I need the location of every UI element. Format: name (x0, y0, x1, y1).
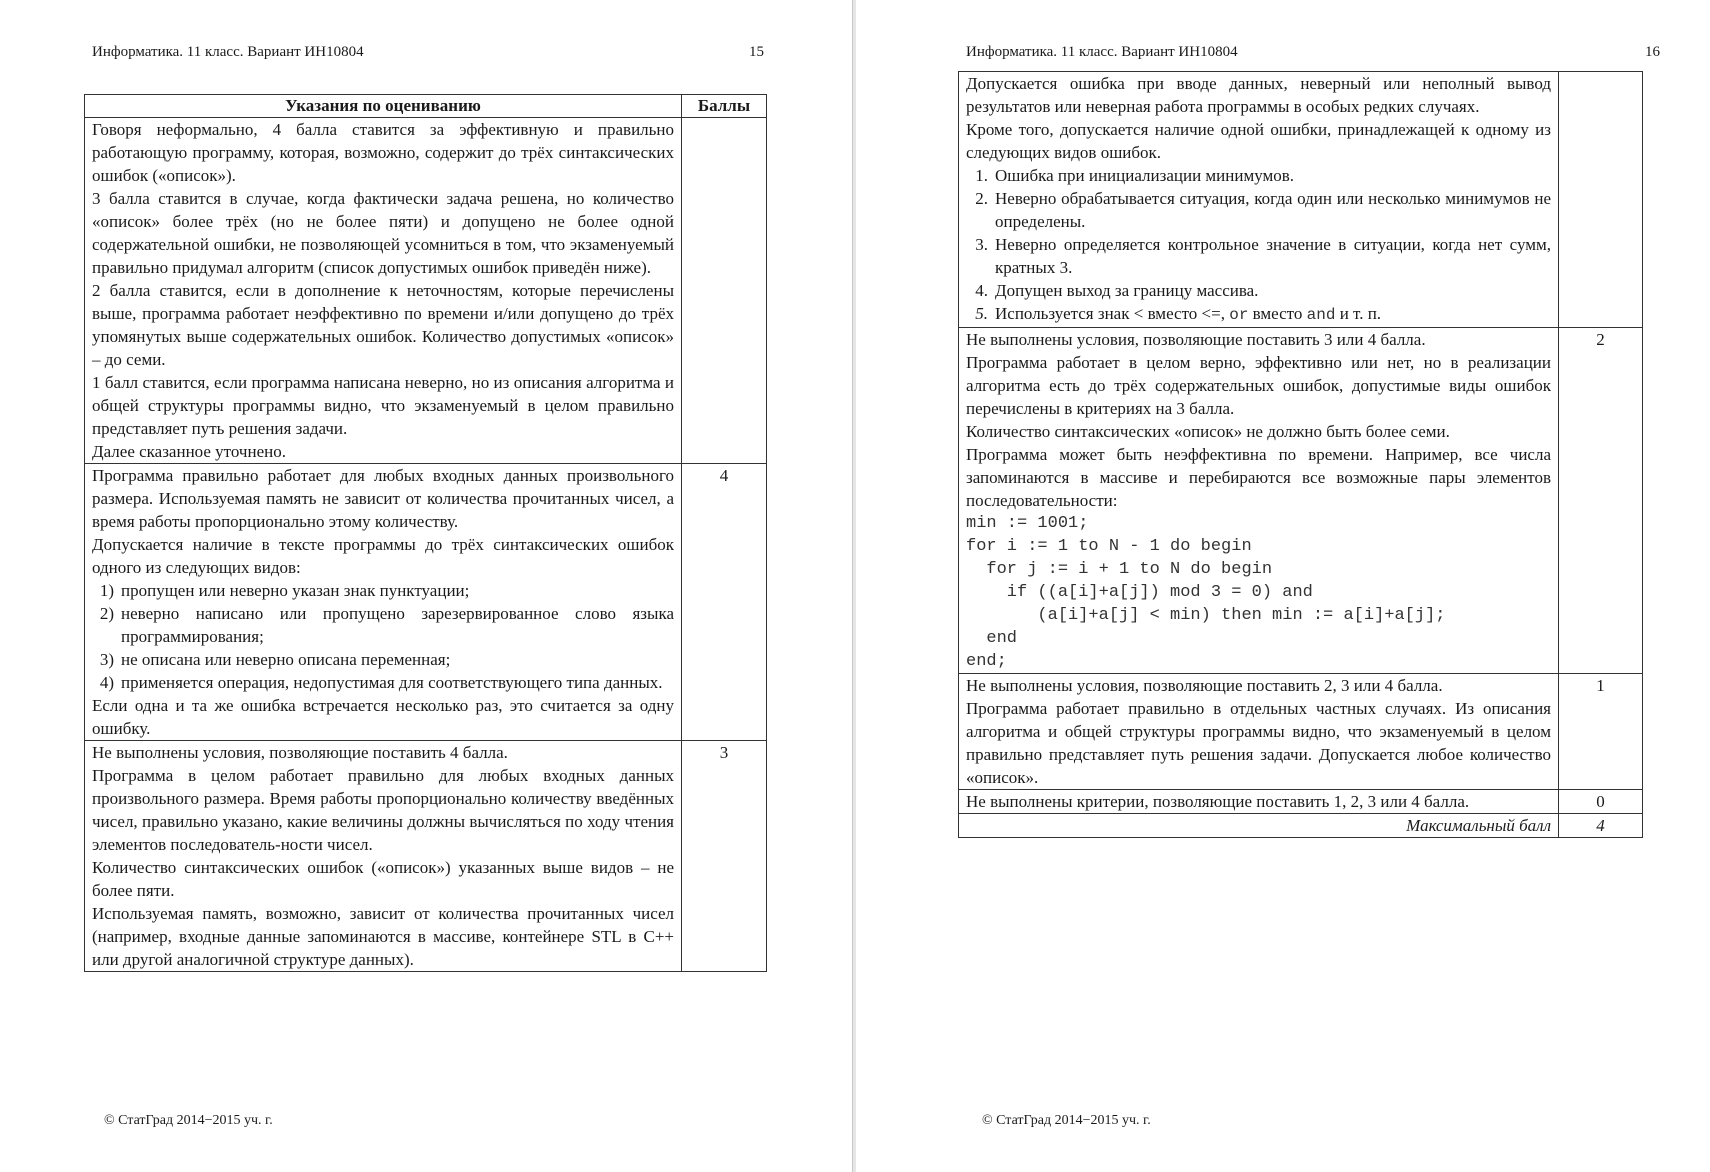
list-item (966, 164, 1551, 187)
table-row-4-points (85, 464, 767, 741)
criteria-cell (959, 674, 1559, 790)
criteria-paragraph: Допускается ошибка при вводе данных, неверный или неполный вывод результатов или неверная работа программы в особых редких случаях. (966, 74, 1551, 116)
list-item-number: 2. (975, 189, 988, 208)
criteria-paragraph: Программа работает в целом верно, эффективно или нет, но в реализации алгоритма есть до трёх содержательных ошибок, допустимые виды ошибок перечислены в критериях на 3 балла. (966, 353, 1551, 418)
list-item-text-part: Используется знак < вместо <=, (995, 304, 1230, 323)
list-item-number: 2) (99, 604, 114, 623)
table-row-intro (85, 118, 767, 464)
max-score-value: 4 (1559, 814, 1643, 838)
list-item-text: не описана или неверно описана переменная; (121, 650, 451, 669)
list-item-number: 3. (975, 235, 988, 254)
page-header (92, 44, 764, 61)
table-header-row (85, 95, 767, 118)
code-example: min := 1001; for i := 1 to N - 1 do begin for j := i + 1 to N do begin if ((a[i]+a[j]) mod 3 = 0) and (a[i]+a[j] < min) then min := a[i]+a[j]; end end; (966, 514, 1446, 671)
table-row-3-points-continued (959, 72, 1643, 328)
criteria-paragraph: Количество синтаксических ошибок («описок») указанных выше видов – не более пяти. (92, 858, 674, 900)
list-item-text-part: и т. п. (1335, 304, 1382, 323)
intro-paragraph: 2 балла ставится, если в дополнение к неточностям, которые перечислены выше, программа работает неэффективно по времени и/или допущено до трёх упомянутых выше содержательных ошибок. Количество допустимых «описок» – до семи. (92, 281, 674, 369)
list-item (92, 671, 674, 694)
list-item-number: 5. (975, 304, 988, 323)
list-item-text: Неверно определяется контрольное значение в ситуации, когда нет сумм, кратных 3. (995, 235, 1551, 277)
page-number: 15 (749, 44, 764, 60)
points-cell (1559, 72, 1643, 328)
points-cell: 4 (682, 464, 767, 741)
page-16 (856, 0, 1710, 1172)
criteria-cell (85, 118, 682, 464)
criteria-paragraph: Кроме того, допускается наличие одной ошибки, принадлежащей к одному из следующих видов ошибок. (966, 120, 1551, 162)
header-title: Информатика. 11 класс. Вариант ИН10804 (92, 44, 364, 60)
criteria-paragraph: Не выполнены условия, позволяющие поставить 4 балла. (92, 743, 508, 762)
list-item (966, 279, 1551, 302)
inline-code: and (1306, 306, 1336, 324)
list-item (966, 233, 1551, 279)
points-cell: 3 (682, 741, 767, 972)
intro-paragraph: 3 балла ставится в случае, когда фактически задача решена, но количество «описок» более трёх (но не более пяти) и допущено не более одной содержательной ошибки, не позволяющей усомниться в том, что экзаменуемый правильно придумал алгоритм (список допустимых ошибок приведён ниже). (92, 189, 674, 277)
list-item-text-part: вместо (1248, 304, 1307, 323)
criteria-paragraph: Не выполнены критерии, позволяющие поставить 1, 2, 3 или 4 балла. (966, 792, 1470, 811)
list-item (92, 602, 674, 648)
intro-paragraph: Говоря неформально, 4 балла ставится за эффективную и правильно работающую программу, которая, возможно, содержит до трёх синтаксических ошибок («описок»). (92, 120, 674, 185)
criteria-paragraph: Программа в целом работает правильно для любых входных данных произвольного размера. Время работы пропорционально количеству введённых чисел, правильно указано, какие величины должны вычисляться по ходу чтения элементов последователь-ности чисел. (92, 766, 674, 854)
criteria-paragraph: Программа может быть неэффективна по времени. Например, все числа запоминаются в массиве и перебираются все возможные пары элементов последовательности: (966, 445, 1551, 510)
points-cell: 2 (1559, 328, 1643, 674)
points-cell (682, 118, 767, 464)
list-item (966, 187, 1551, 233)
column-header-criteria: Указания по оцениванию (85, 95, 682, 118)
list-item-text: Допущен выход за границу массива. (995, 281, 1259, 300)
list-item-text: пропущен или неверно указан знак пунктуации; (121, 581, 470, 600)
list-item-text: Неверно обрабатывается ситуация, когда один или несколько минимумов не определены. (995, 189, 1551, 231)
page-footer: © СтатГрад 2014−2015 уч. г. (982, 1113, 1151, 1128)
criteria-cell (959, 790, 1559, 814)
list-item (966, 302, 1551, 327)
criteria-cell (959, 328, 1559, 674)
list-item-text: применяется операция, недопустимая для соответствующего типа данных. (121, 673, 663, 692)
points-cell: 0 (1559, 790, 1643, 814)
table-row-0-points (959, 790, 1643, 814)
list-item (92, 648, 674, 671)
criteria-paragraph: Не выполнены условия, позволяющие поставить 3 или 4 балла. (966, 330, 1426, 349)
list-item-text: Ошибка при инициализации минимумов. (995, 166, 1295, 185)
points-cell: 1 (1559, 674, 1643, 790)
criteria-cell (85, 464, 682, 741)
table-row-3-points (85, 741, 767, 972)
page-header (966, 44, 1660, 61)
criteria-paragraph: Если одна и та же ошибка встречается несколько раз, это считается за одну ошибку. (92, 696, 674, 738)
grading-table (84, 94, 767, 972)
error-types-list (92, 579, 674, 694)
inline-code: or (1229, 306, 1249, 324)
list-item-text (995, 302, 1551, 327)
column-header-points: Баллы (682, 95, 767, 118)
list-item (92, 579, 674, 602)
table-row-1-point (959, 674, 1643, 790)
grading-table-continued (958, 71, 1643, 838)
list-item-number: 1) (99, 581, 114, 600)
list-item-number: 4) (99, 673, 114, 692)
list-item-text: неверно написано или пропущено зарезервированное слово языка программирования; (121, 604, 674, 646)
list-item-number: 4. (975, 281, 988, 300)
criteria-cell (85, 741, 682, 972)
criteria-paragraph: Программа правильно работает для любых входных данных произвольного размера. Используемая память не зависит от количества прочитанных чисел, а время работы пропорционально этому количеству. (92, 466, 674, 531)
criteria-cell (959, 72, 1559, 328)
list-item-number: 1. (975, 166, 988, 185)
max-score-label: Максимальный балл (959, 814, 1559, 838)
intro-paragraph: 1 балл ставится, если программа написана неверно, но из описания алгоритма и общей структуры программы видно, что экзаменуемый в целом правильно представляет путь решения задачи. (92, 373, 674, 438)
list-item-number: 3) (99, 650, 114, 669)
header-title: Информатика. 11 класс. Вариант ИН10804 (966, 44, 1238, 60)
error-types-list (966, 164, 1551, 327)
criteria-paragraph: Используемая память, возможно, зависит от количества прочитанных чисел (например, входные данные запоминаются в массиве, контейнере STL в C++ или другой аналогичной структуре данных). (92, 904, 674, 969)
criteria-paragraph: Не выполнены условия, позволяющие поставить 2, 3 или 4 балла. (966, 676, 1443, 695)
page-footer: © СтатГрад 2014−2015 уч. г. (104, 1113, 273, 1128)
criteria-paragraph: Количество синтаксических «описок» не должно быть более семи. (966, 422, 1450, 441)
criteria-paragraph: Программа работает правильно в отдельных частных случаях. Из описания алгоритма и общей структуры программы видно, что экзаменуемый в целом правильно представляет путь решения задачи. Допускается любое количество «описок». (966, 699, 1551, 787)
intro-paragraph: Далее сказанное уточнено. (92, 442, 286, 461)
table-row-2-points (959, 328, 1643, 674)
table-row-max-score (959, 814, 1643, 838)
criteria-paragraph: Допускается наличие в тексте программы до трёх синтаксических ошибок одного из следующих видов: (92, 535, 674, 577)
page-number: 16 (1645, 44, 1660, 60)
page-15 (0, 0, 852, 1172)
